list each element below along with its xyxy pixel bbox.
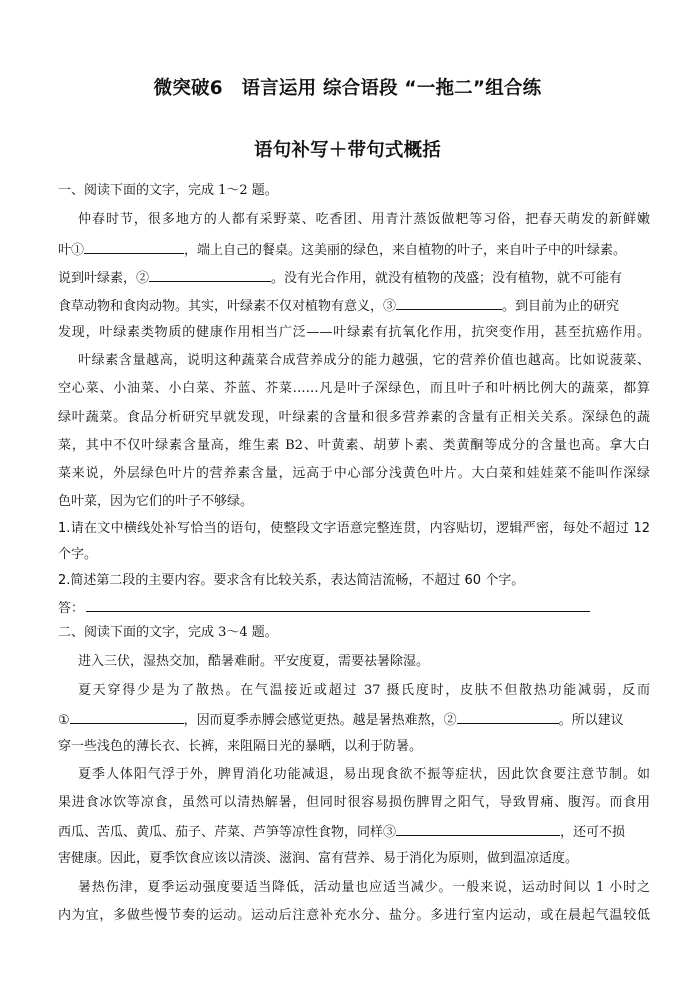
s1-text: 说到叶绿素，② [58,271,150,286]
s1-paragraph1-line [58,269,650,287]
blank-5-line[interactable] [457,711,559,724]
s1-paragraph2-line: 空心菜、小油菜、小白菜、芥蓝、芥菜……凡是叶子深绿色，而且叶子和叶柄比例大的蔬菜，都算 [58,381,650,396]
answer-row [58,599,650,617]
blank-2-line[interactable] [149,269,271,282]
s2-paragraph4-line: 内为宜，多做些慢节奏的运动。运动后注意补充水分、盐分。多进行室内运动，或在晨起气温较低 [58,908,650,923]
s2-paragraph3-line: 夏季人体阳气浮于外，脾胃消化功能减退，易出现食欲不振等症状，因此饮食要注意节制。如 [78,767,650,782]
answer-line[interactable] [86,599,590,612]
s2-paragraph3-line: 果进食冰饮等凉食，虽然可以清热解暑，但同时很容易损伤脾胃之阳气，导致胃痛、腹泻。而食用 [58,795,650,810]
page-title: 微突破6 语言运用 综合语段 “一拖二”组合练 [153,78,542,99]
s2-paragraph3-line: 害健康。因此，夏季饮食应该以清淡、滋润、富有营养、易于消化为原则，做到温凉适度。 [58,851,579,866]
page-subtitle: 语句补写＋带句式概括 [253,140,441,161]
s1-text: 。到目前为止的研究 [502,299,620,314]
s2-paragraph2-line: 穿一些浅色的薄长衣、长裤，来阻隔日光的暴晒，以利于防暑。 [58,739,423,754]
s2-paragraph4-line: 暑热伤津，夏季运动强度要适当降低，活动量也应适当减少。一般来说，运动时间以 1 小时之 [78,880,650,895]
s1-paragraph2-line: 绿叶蔬菜。食品分析研究早就发现，叶绿素的含量和很多营养素的含量有正相关关系。深绿色的蔬 [58,410,650,425]
s1-paragraph2-line: 菜，其中不仅叶绿素含量高，维生素 B2、叶黄素、胡萝卜素、类黄酮等成分的含量也高。拿大白 [58,438,650,453]
s2-text: ，因而夏季赤膊会感觉更热。越是暑热难熬，② [183,713,457,728]
s1-paragraph1-line [58,297,650,315]
answer-label: 答： [58,601,85,616]
blank-6-line[interactable] [396,823,560,836]
s1-paragraph1-line: 发现，叶绿素类物质的健康作用相当广泛——叶绿素有抗氧化作用，抗突变作用，甚至抗癌作用。 [58,325,650,340]
blank-1-line[interactable] [84,241,184,254]
section2-heading: 二、阅读下面的文字，完成 3～4 题。 [58,625,278,640]
s1-text: 食草动物和食肉动物。其实，叶绿素不仅对植物有意义，③ [58,299,397,314]
s2-text: 。所以建议 [558,713,624,728]
s2-paragraph3-line [58,823,650,841]
s2-text: ① [58,713,70,728]
s1-paragraph1-line [58,241,650,259]
blank-3-line[interactable] [396,297,502,310]
s1-text: 。没有光合作用，就没有植物的茂盛；没有植物，就不可能有 [271,271,623,286]
s2-paragraph2-line: 夏天穿得少是为了散热。在气温接近或超过 37 摄氏度时，皮肤不但散热功能减弱，反而 [78,683,650,698]
s2-paragraph1: 进入三伏，湿热交加，酷暑难耐。平安度夏，需要祛暑除湿。 [78,654,430,669]
s1-text: 叶① [58,243,85,258]
s1-paragraph2-line: 菜来说，外层绿色叶片的营养素含量，远高于中心部分浅黄色叶片。大白菜和娃娃菜不能叫作深绿 [58,466,650,481]
s2-text: ，还可不损 [560,825,626,840]
s1-paragraph1-line: 仲春时节，很多地方的人都有采野菜、吃香团、用青汁蒸饭做粑等习俗，把春天萌发的新鲜嫩 [78,212,650,227]
question-2: 2.简述第二段的主要内容。要求含有比较关系，表达简洁流畅，不超过 60 个字。 [58,573,525,588]
s2-text: 西瓜、苦瓜、黄瓜、茄子、芹菜、芦笋等凉性食物，同样③ [58,825,397,840]
s1-text: ，端上自己的餐桌。这美丽的绿色，来自植物的叶子，来自叶子中的叶绿素。 [184,243,627,258]
s1-paragraph2-line: 色叶菜，因为它们的叶子不够绿。 [58,494,254,509]
question-1-line: 个字。 [58,547,98,562]
s2-paragraph2-line [58,711,650,729]
blank-4-line[interactable] [70,711,184,724]
section1-heading: 一、阅读下面的文字，完成 1～2 题。 [58,183,278,198]
question-1-line: 1.请在文中横线处补写恰当的语句，使整段文字语意完整连贯，内容贴切，逻辑严密，每处不超过 12 [58,521,650,536]
s1-paragraph2-line: 叶绿素含量越高，说明这种蔬菜合成营养成分的能力越强，它的营养价值也越高。比如说菠菜、 [78,353,650,368]
